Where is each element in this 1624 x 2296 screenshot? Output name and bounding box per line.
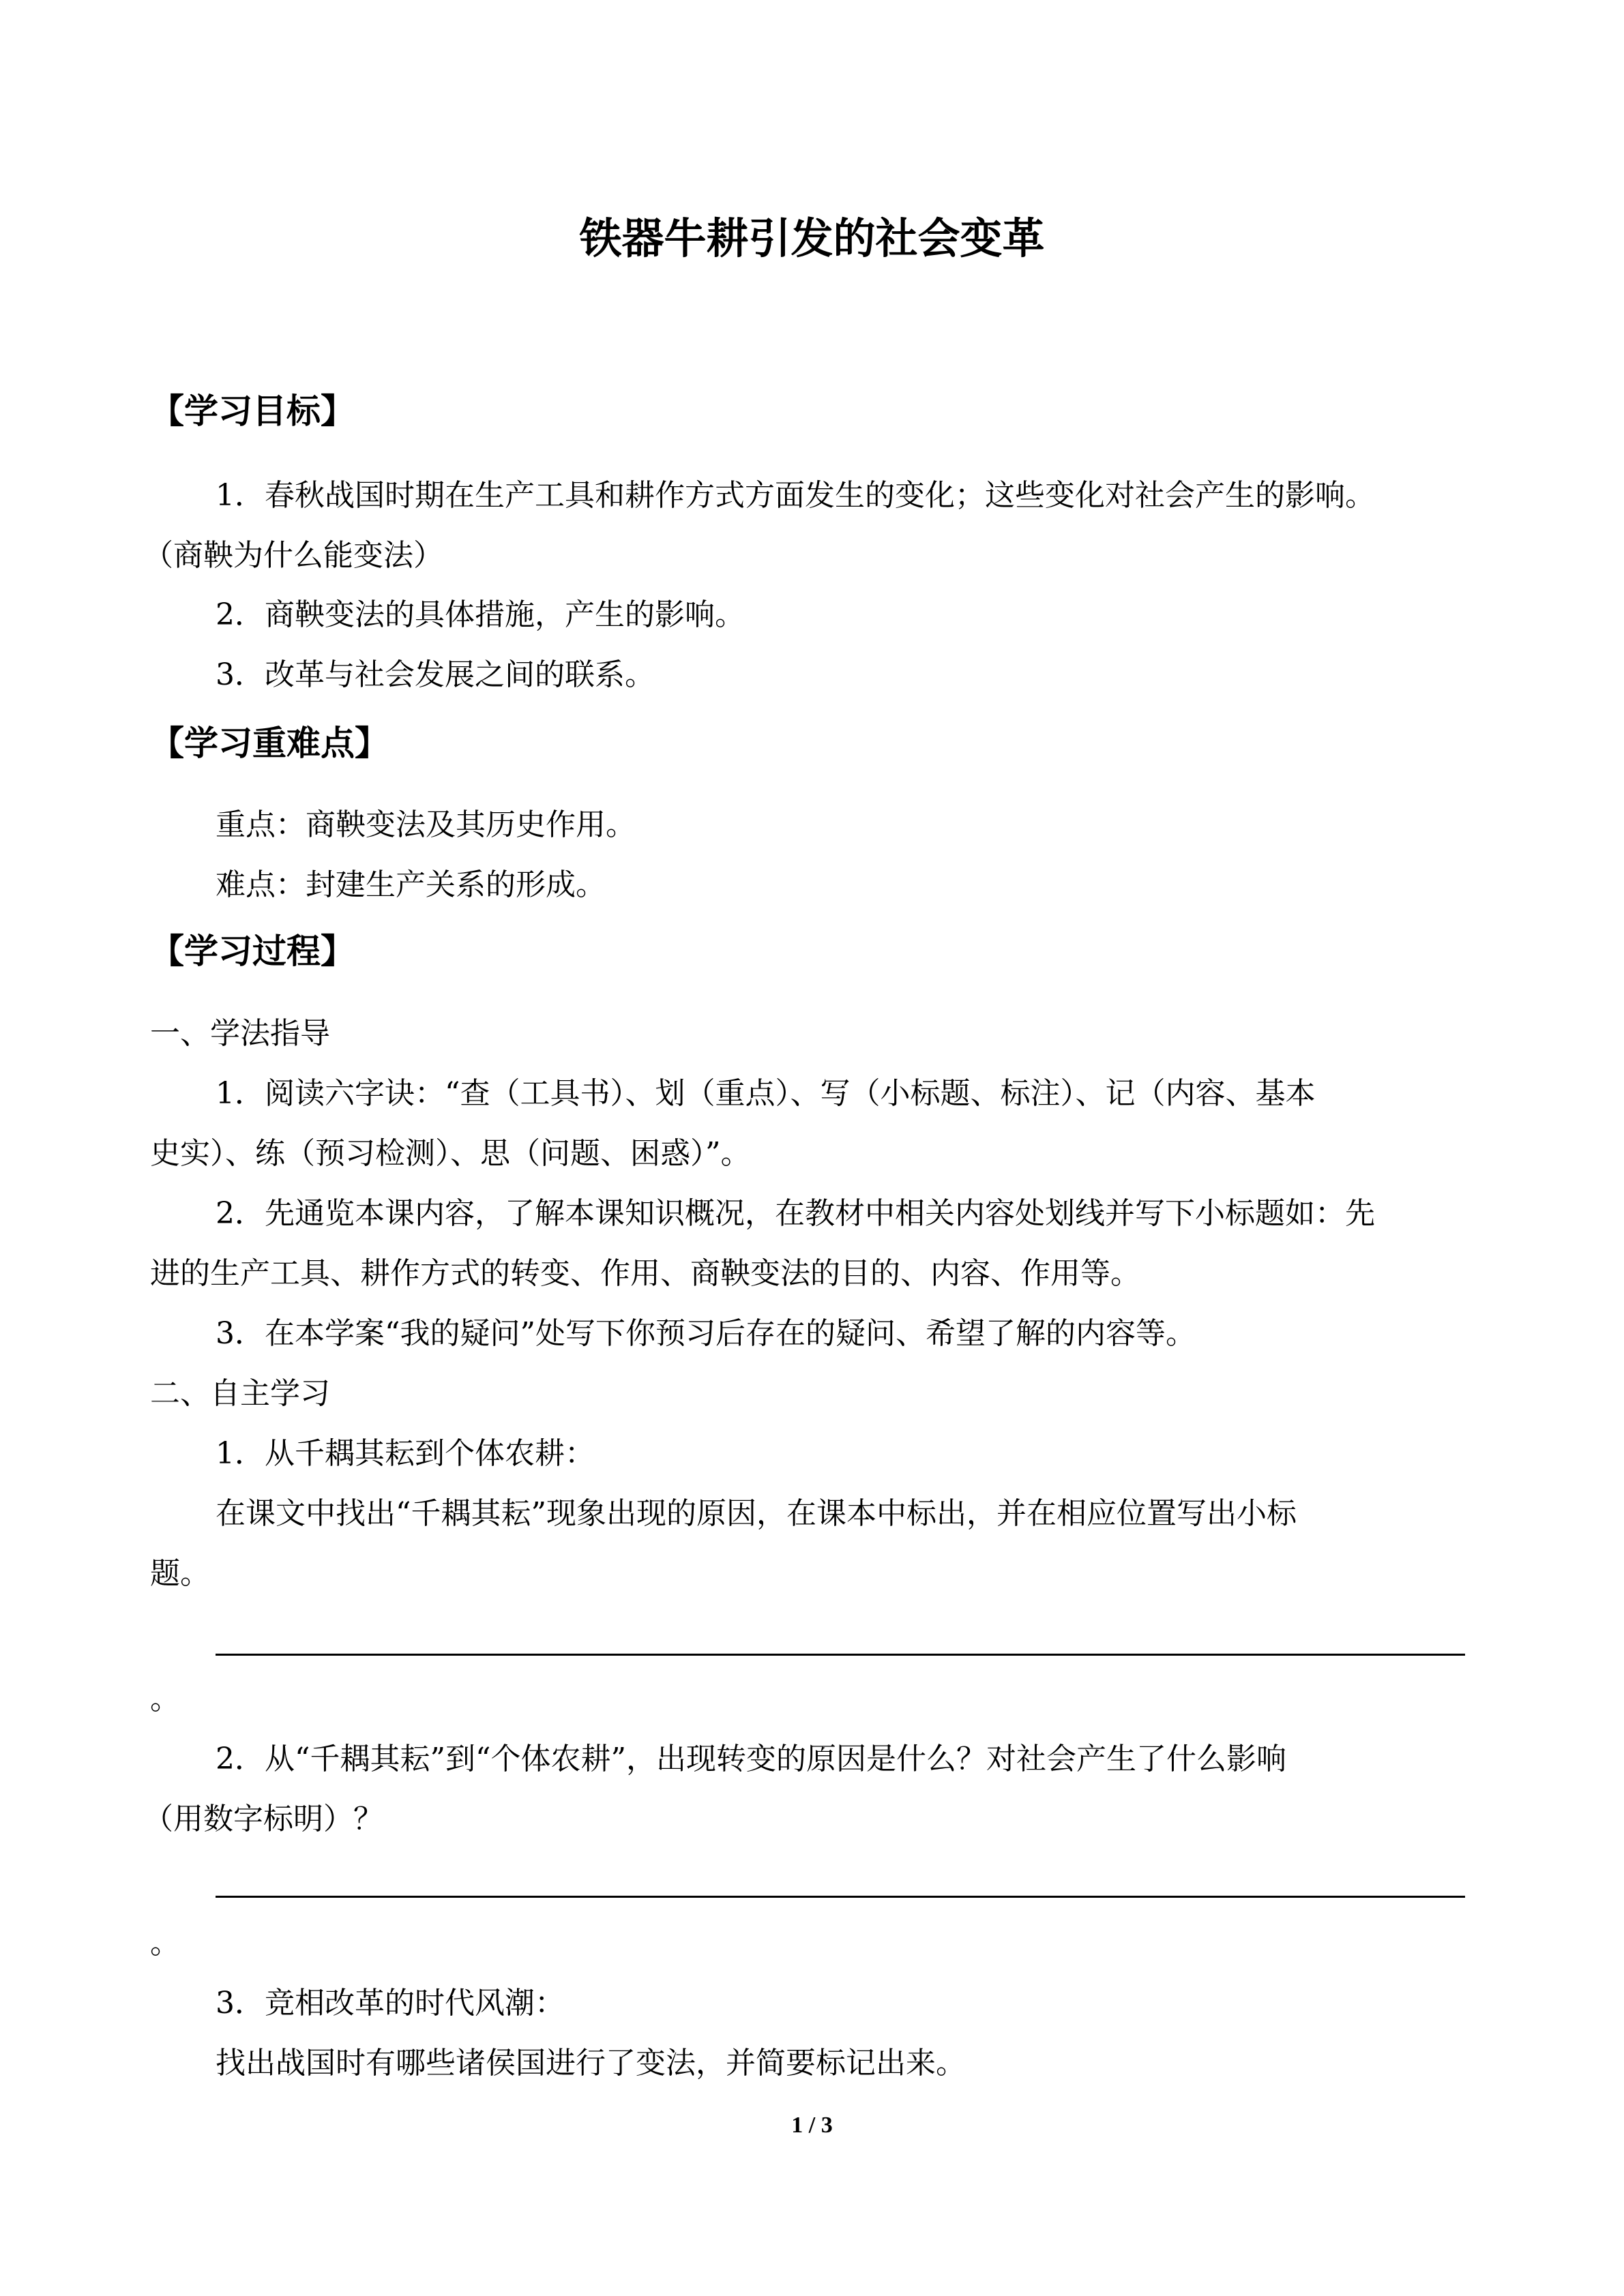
answer-line-1-end: 。 (150, 1682, 180, 1716)
method-item-3: 3．在本学案“我的疑问”处写下你预习后存在的疑问、希望了解的内容等。 (216, 1316, 1196, 1351)
document-title: 铁器牛耕引发的社会变革 (579, 213, 1045, 263)
objective-item-3: 3．改革与社会发展之间的联系。 (216, 657, 655, 692)
question-1-prompt: 在课文中找出“千耦其耘”现象出现的原因，在课本中标出，并在相应位置写出小标 (216, 1496, 1297, 1531)
question-1-prompt-continued: 题。 (150, 1556, 210, 1591)
key-points-heading: 【学习重难点】 (150, 724, 389, 763)
objective-item-1-continued: （商鞅为什么能变法） (143, 538, 443, 573)
part-1-title: 一、学法指导 (150, 1016, 330, 1051)
objective-item-1: 1．春秋战国时期在生产工具和耕作方式方面发生的变化；这些变化对社会产生的影响。 (216, 478, 1375, 513)
question-3-title: 3．竞相改革的时代风潮： (216, 1986, 565, 2021)
answer-line-1[interactable] (216, 1654, 1465, 1656)
process-heading: 【学习过程】 (150, 931, 355, 971)
objectives-heading: 【学习目标】 (150, 391, 355, 431)
question-2-prompt: 2．从“千耦其耘”到“个体农耕”，出现转变的原因是什么？对社会产生了什么影响 (216, 1742, 1286, 1776)
part-2-title: 二、自主学习 (150, 1376, 330, 1411)
objective-item-2: 2．商鞅变法的具体措施，产生的影响。 (216, 597, 745, 632)
answer-line-2-end: 。 (150, 1926, 180, 1960)
question-1-title: 1．从千耦其耘到个体农耕： (216, 1436, 595, 1471)
method-item-1: 1．阅读六字诀：“查（工具书）、划（重点）、写（小标题、标注）、记（内容、基本 (216, 1076, 1316, 1111)
method-item-2: 2．先通览本课内容，了解本课知识概况，在教材中相关内容处划线并写下小标题如：先 (216, 1196, 1375, 1231)
method-item-2-continued: 进的生产工具、耕作方式的转变、作用、商鞅变法的目的、内容、作用等。 (150, 1256, 1140, 1291)
answer-line-2[interactable] (216, 1896, 1465, 1898)
question-2-prompt-continued: （用数字标明）？ (143, 1802, 383, 1836)
question-3-prompt: 找出战国时有哪些诸侯国进行了变法，并简要标记出来。 (216, 2046, 966, 2081)
key-point: 重点：商鞅变法及其历史作用。 (216, 807, 636, 842)
method-item-1-continued: 史实）、练（预习检测）、思（问题、困惑）”。 (150, 1136, 751, 1171)
page-number: 1 / 3 (791, 2113, 833, 2138)
difficult-point: 难点：封建生产关系的形成。 (216, 867, 606, 902)
